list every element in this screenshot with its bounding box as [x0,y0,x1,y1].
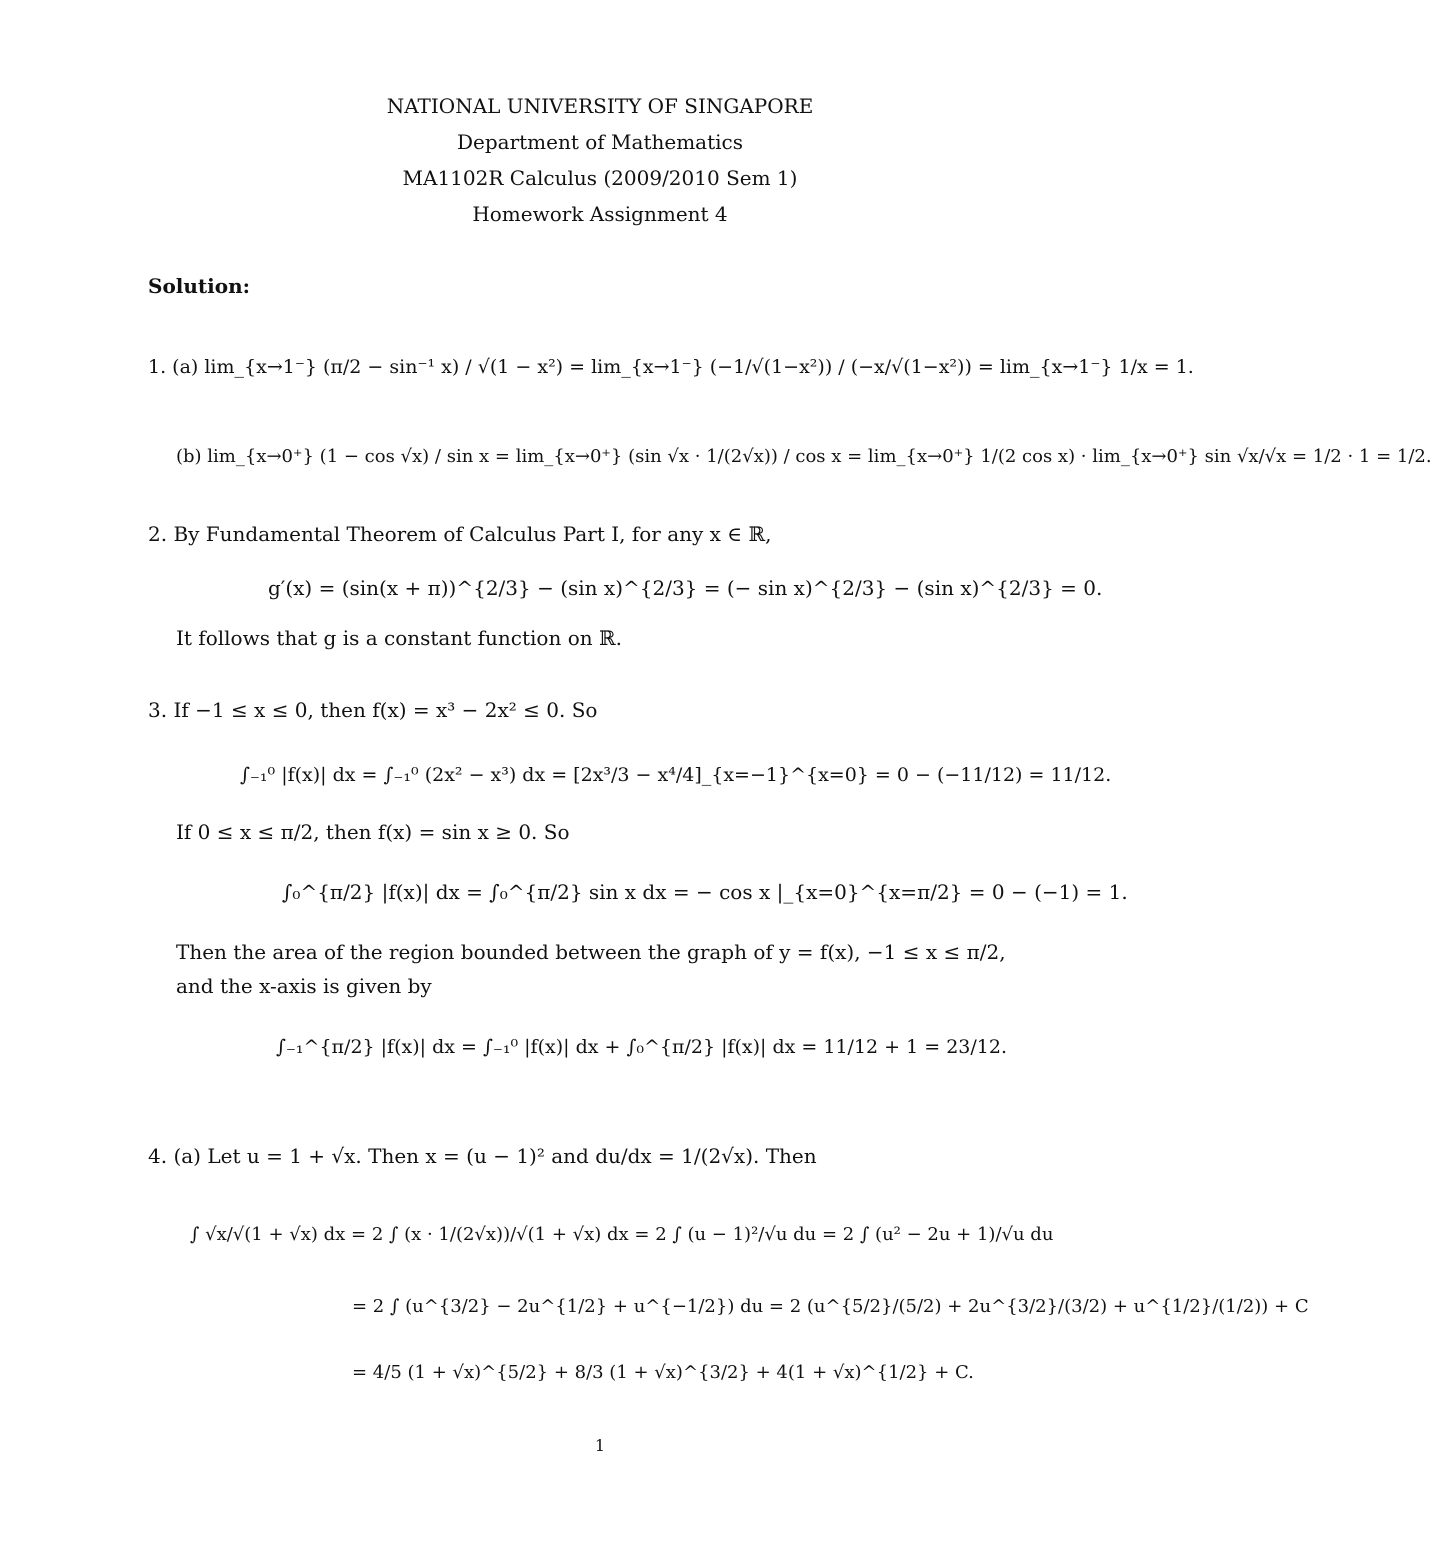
q3-equation3: ∫₋₁^{π/2} |f(x)| dx = ∫₋₁⁰ |f(x)| dx + ∫₀^{π/2} |f(x)| dx = 11/12 + 1 = 23/12. [276,1036,1007,1058]
q3-intro2: If 0 ≤ x ≤ π/2, then f(x) = sin x ≥ 0. So [176,820,570,844]
department-title: Department of Mathematics [456,130,743,154]
q3-text2: and the x-axis is given by [176,974,432,998]
q4-intro: 4. (a) Let u = 1 + √x. Then x = (u − 1)² and du/dx = 1/(2√x). Then [148,1144,817,1168]
university-title: NATIONAL UNIVERSITY OF SINGAPORE [386,94,814,118]
assignment-title: Homework Assignment 4 [472,202,728,226]
q3-text1: Then the area of the region bounded between the graph of y = f(x), −1 ≤ x ≤ π/2, [176,940,1006,964]
q4-equation3: = 4/5 (1 + √x)^{5/2} + 8/3 (1 + √x)^{3/2} + 4(1 + √x)^{1/2} + C. [352,1362,974,1383]
q2-intro: 2. By Fundamental Theorem of Calculus Part I, for any x ∈ ℝ, [148,522,772,546]
q1a-equation: 1. (a) lim_{x→1⁻} (π/2 − sin⁻¹ x) / √(1 − x²) = lim_{x→1⁻} (−1/√(1−x²)) / (−x/√(1−x²)) = lim_{x→1⁻} 1/x = 1. [148,356,1194,378]
course-title: MA1102R Calculus (2009/2010 Sem 1) [402,166,798,190]
q4-equation1: ∫ √x/√(1 + √x) dx = 2 ∫ (x · 1/(2√x))/√(1 + √x) dx = 2 ∫ (u − 1)²/√u du = 2 ∫ (u² − 2u + 1)/√u du [190,1224,1054,1245]
q1b-equation: (b) lim_{x→0⁺} (1 − cos √x) / sin x = lim_{x→0⁺} (sin √x · 1/(2√x)) / cos x = lim_{x→0⁺} 1/(2 cos x) · lim_{x→0⁺} sin √x/√x = 1/2 · 1 = 1/2. [176,446,1432,467]
q3-intro1: 3. If −1 ≤ x ≤ 0, then f(x) = x³ − 2x² ≤ 0. So [148,698,598,722]
q2-conclusion: It follows that g is a constant function on ℝ. [176,626,622,650]
q3-equation1: ∫₋₁⁰ |f(x)| dx = ∫₋₁⁰ (2x² − x³) dx = [2x³/3 − x⁴/4]_{x=−1}^{x=0} = 0 − (−11/12) = 11/12. [240,764,1112,786]
q4-equation2: = 2 ∫ (u^{3/2} − 2u^{1/2} + u^{−1/2}) du = 2 (u^{5/2}/(5/2) + 2u^{3/2}/(3/2) + u^{1/2}/(1/2)) + C [352,1296,1309,1317]
q2-equation: g′(x) = (sin(x + π))^{2/3} − (sin x)^{2/3} = (− sin x)^{2/3} − (sin x)^{2/3} = 0. [268,576,1103,600]
solution-heading: Solution: [148,274,251,298]
q3-equation2: ∫₀^{π/2} |f(x)| dx = ∫₀^{π/2} sin x dx = − cos x |_{x=0}^{x=π/2} = 0 − (−1) = 1. [282,880,1128,904]
page-number: 1 [594,1436,606,1455]
